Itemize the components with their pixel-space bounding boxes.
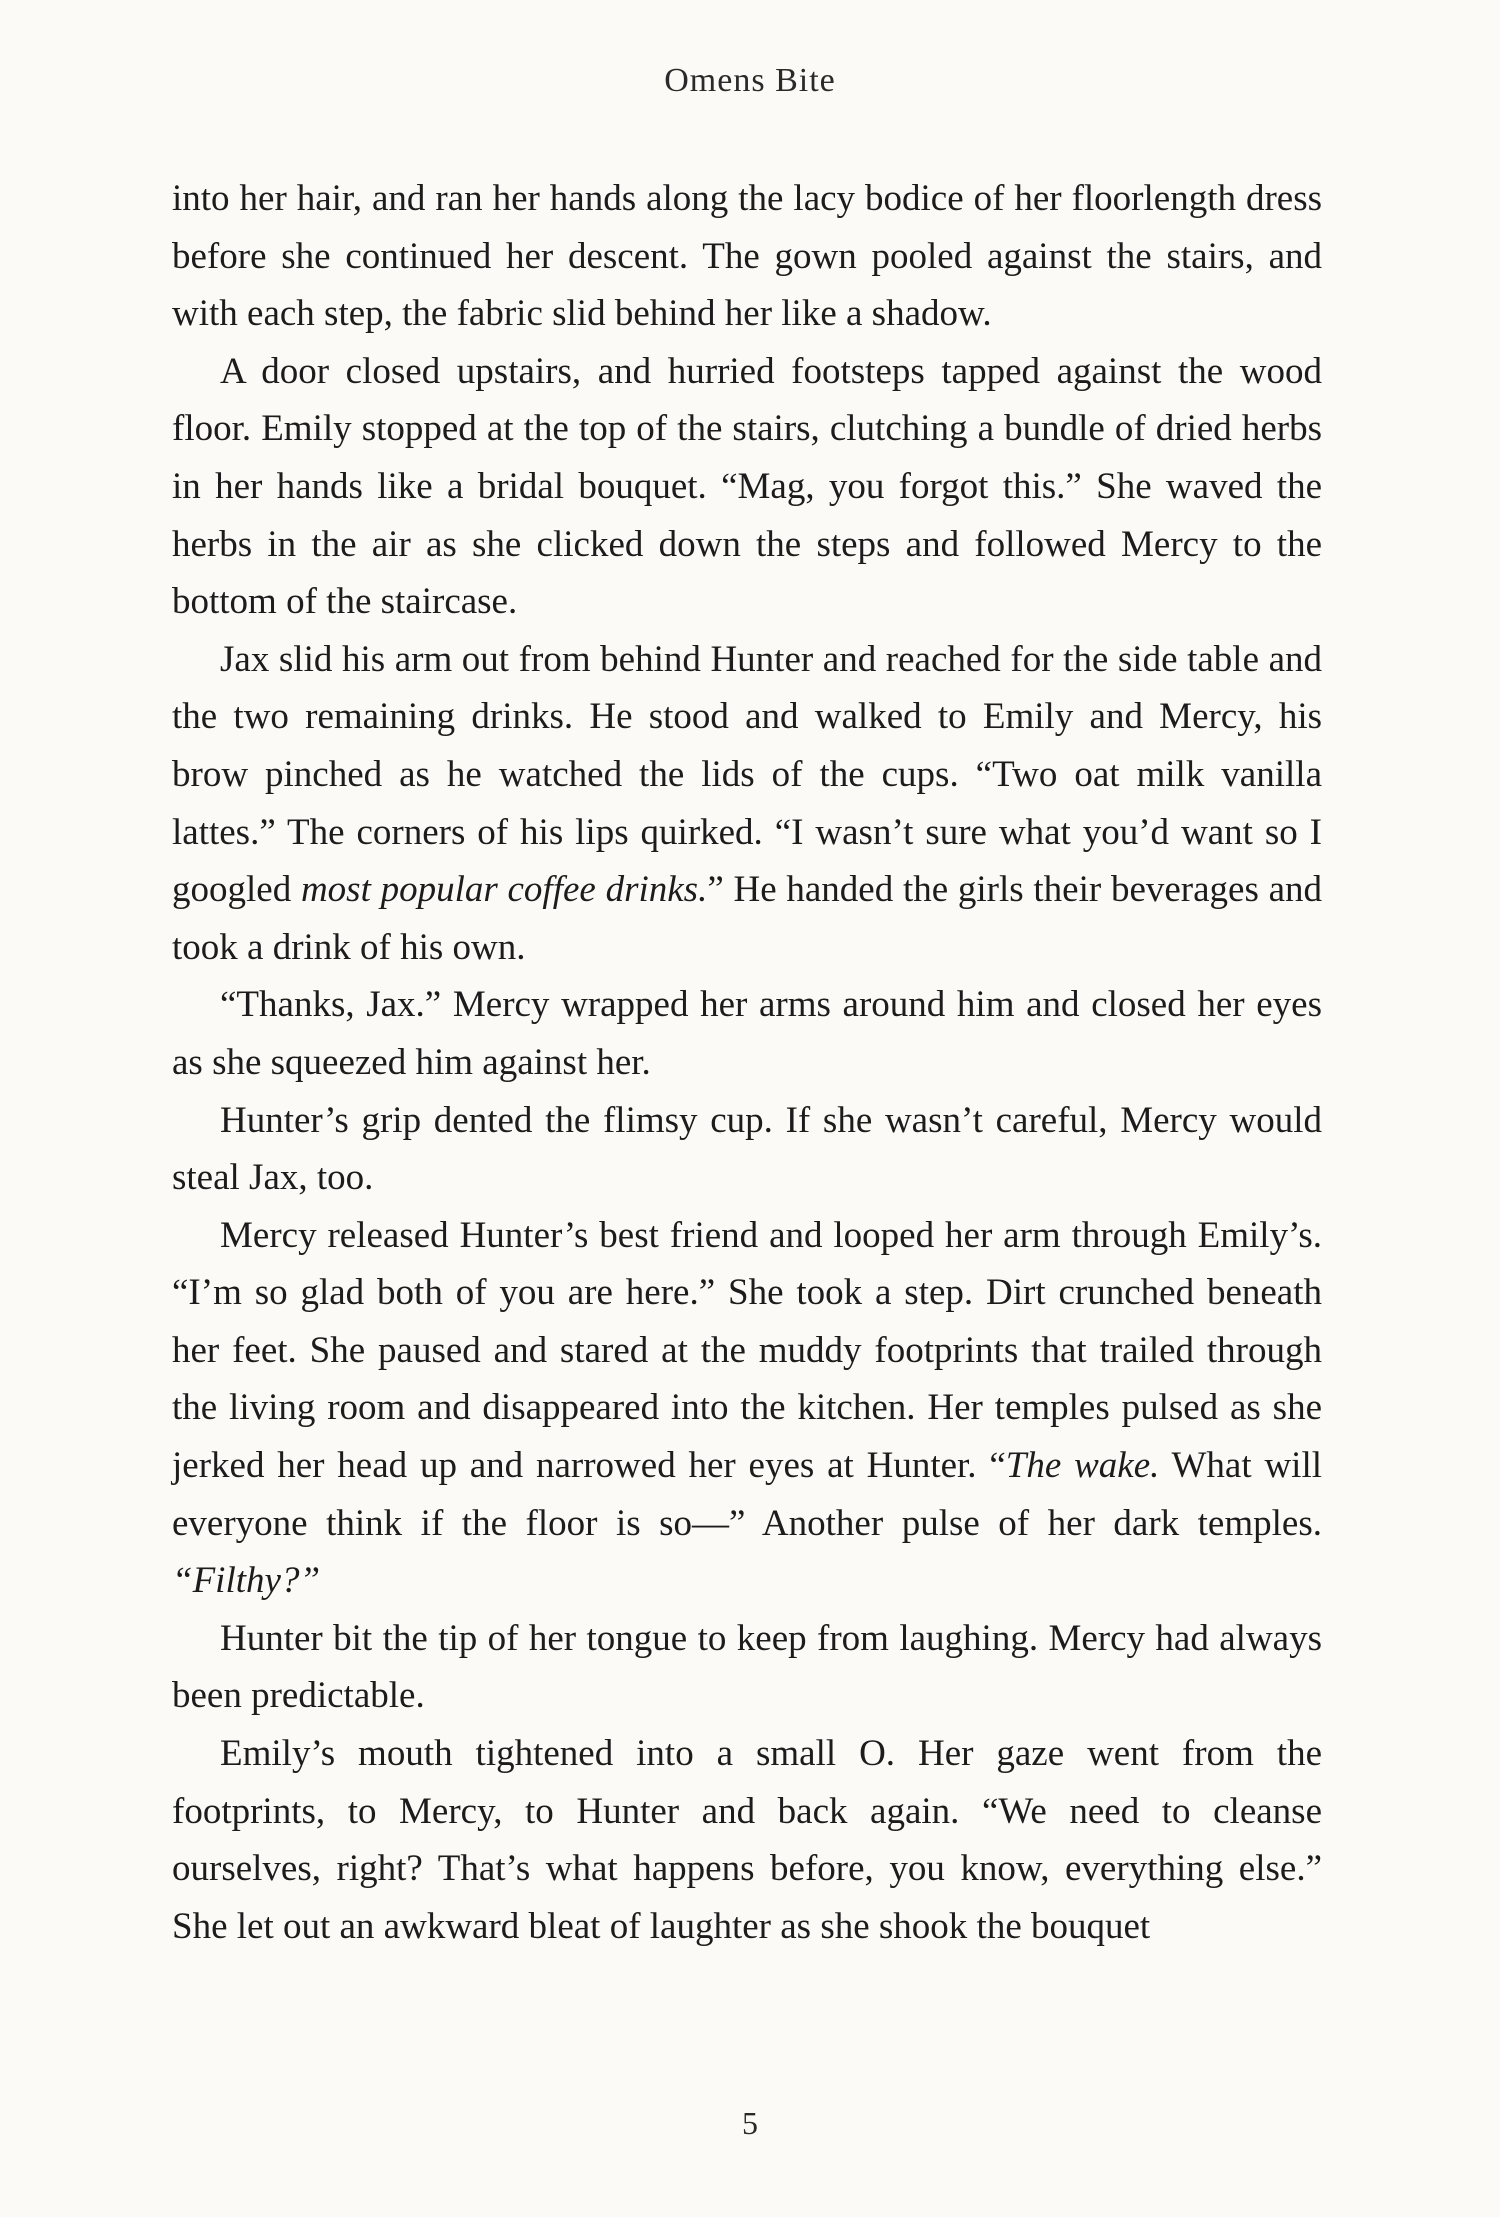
- paragraph: [172, 170, 1322, 343]
- body-text: [172, 170, 1322, 1955]
- text-run: Hunter bit the tip of her tongue to keep from laughing. Mercy had always been predictable.: [172, 1617, 1322, 1717]
- paragraph: [172, 1207, 1322, 1610]
- text-run: into her hair, and ran her hands along the lacy bodice of her floorlength dress before she continued her descent. The gown pooled against the stairs, and with each step, the fabric slid behind her like a shadow.: [172, 178, 1322, 335]
- text-run: Emily’s mouth tightened into a small O. Her gaze went from the footprints, to Mercy, to Hunter and back again. “We need to cleanse ourselves, right? That’s what happens before, you know, everything else.” She let out an awkward bleat of laughter as she shook the bouquet: [172, 1733, 1322, 1947]
- text-run: ” He handed the girls their beverages and took a drink of his own.: [172, 869, 1323, 968]
- paragraph: [172, 631, 1322, 977]
- paragraph: [172, 976, 1322, 1091]
- paragraph: [172, 1092, 1322, 1207]
- text-run: “Thanks, Jax.” Mercy wrapped her arms around him and closed her eyes as she squeezed him against her.: [172, 984, 1322, 1083]
- italic-text-run: The wake.: [1005, 1445, 1160, 1487]
- paragraph: [172, 1610, 1322, 1725]
- text-run: Hunter’s grip dented the flimsy cup. If she wasn’t careful, Mercy would steal Jax, too.: [172, 1099, 1322, 1199]
- paragraph: [172, 1725, 1322, 1955]
- running-head-title: Omens Bite: [664, 62, 836, 99]
- italic-text-run: most popular coffee drinks.: [300, 869, 708, 911]
- text-run: Jax slid his arm out from behind Hunter and reached for the side table and the two remaining drinks. He stood and walked to Emily and Mercy, his brow pinched as he watched the lids of the cups. “Two oat milk vanilla lattes.” The corners of his lips quirked. “I wasn’t sure what you’d want so I googled: [172, 638, 1322, 911]
- text-run: What will everyone think if the floor is so—” Another pulse of her dark temples.: [172, 1445, 1323, 1544]
- italic-text-run: “Filthy?”: [172, 1560, 321, 1602]
- text-run: Mercy released Hunter’s best friend and looped her arm through Emily’s. “I’m so glad both of you are here.” She took a step. Dirt crunched beneath her feet. She paused and stared at the muddy footprints that trailed through the living room and disappeared into the kitchen. Her temples pulsed as she jerked her head up and narrowed her eyes at Hunter. “: [172, 1214, 1322, 1487]
- paragraph: [172, 343, 1322, 631]
- page-number: 5: [742, 2105, 758, 2141]
- text-run: A door closed upstairs, and hurried footsteps tapped against the wood floor. Emily stopped at the top of the stairs, clutching a bundle of dried herbs in her hands like a bridal bouquet. “Mag, you forgot this.” She waved the herbs in the air as she clicked down the steps and followed Mercy to the bottom of the staircase.: [172, 350, 1322, 623]
